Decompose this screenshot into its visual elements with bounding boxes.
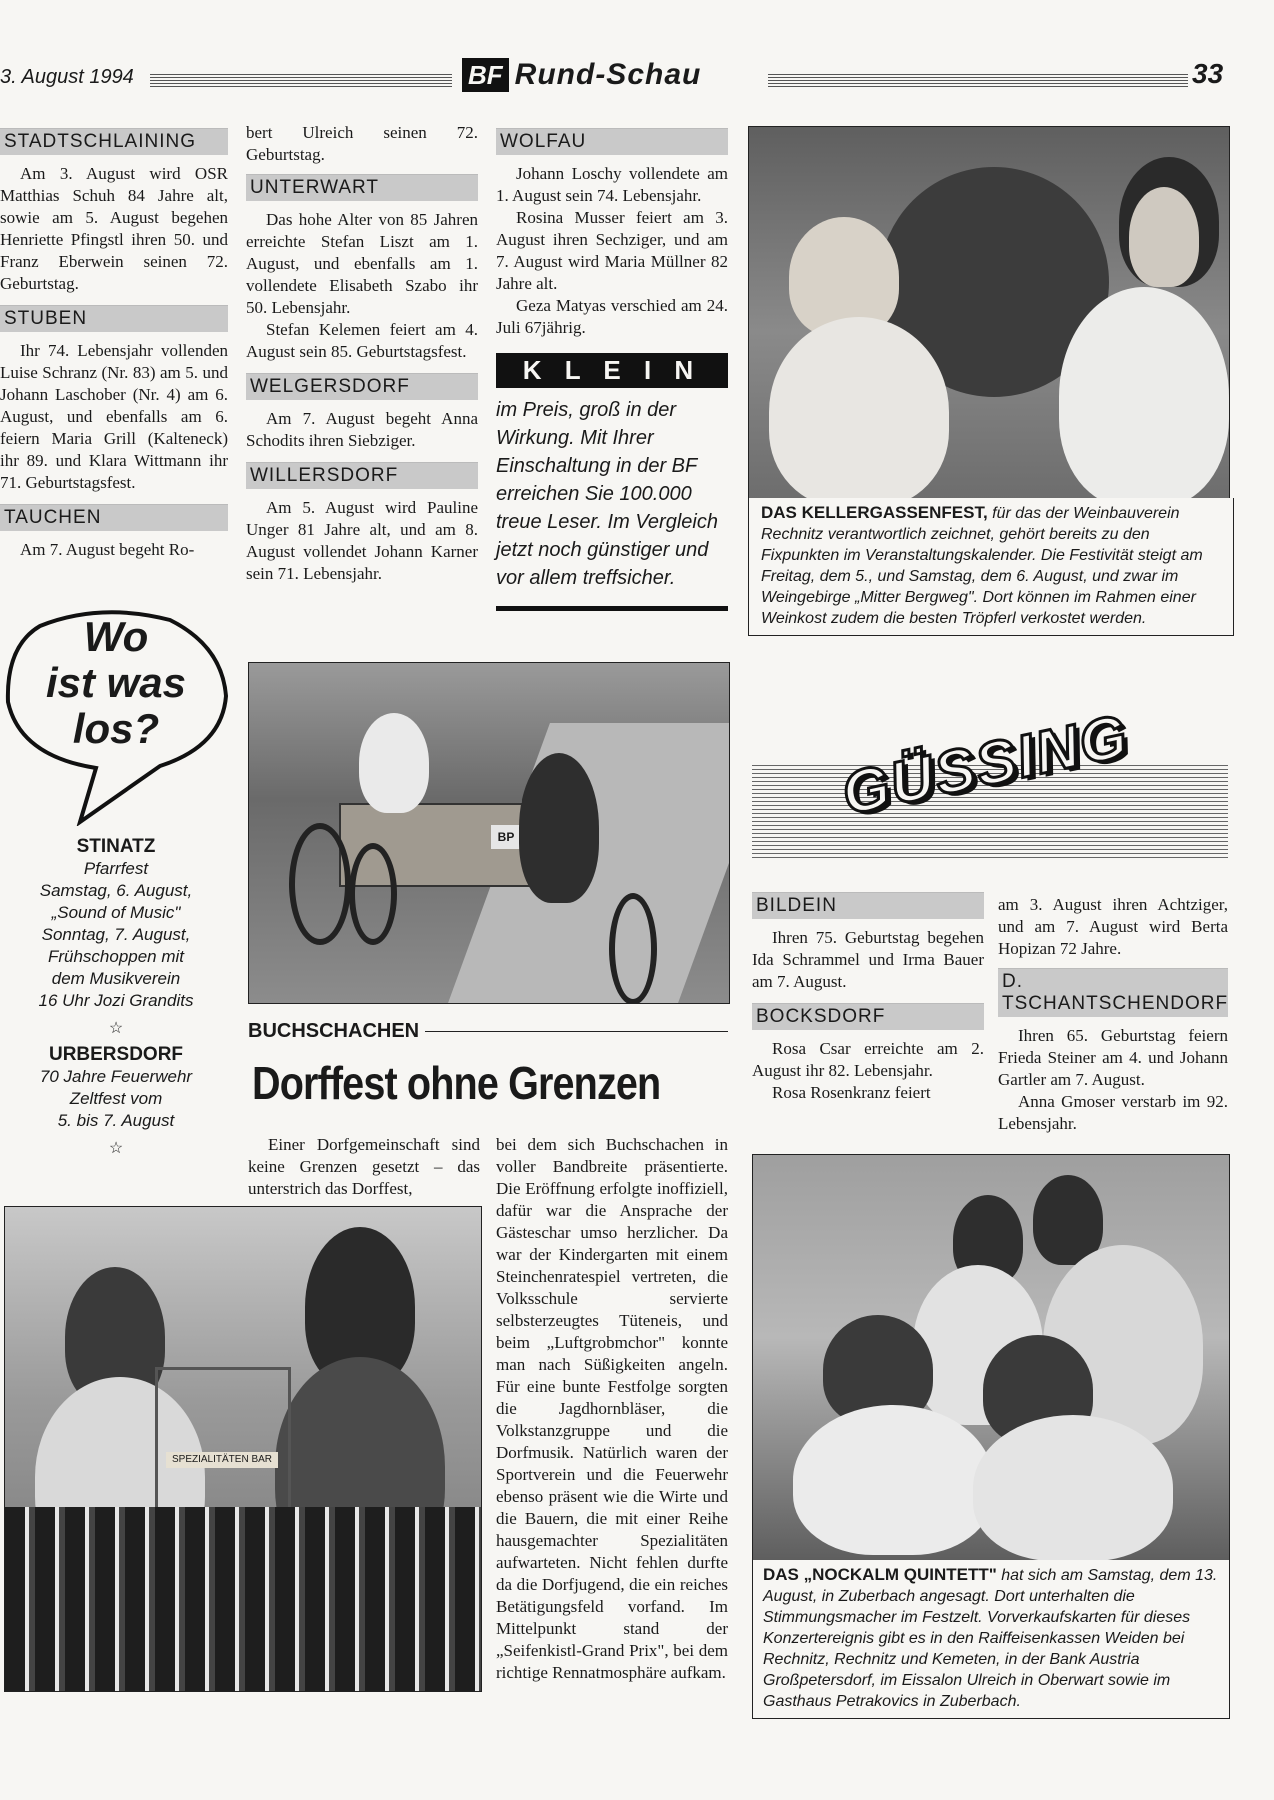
bottles-photo (4, 1206, 482, 1692)
guessing-banner: GÜSSING (836, 701, 1135, 828)
heading-stuben: STUBEN (0, 305, 228, 332)
column-2 (246, 122, 478, 585)
heading-willersdorf: WILLERSDORF (246, 462, 478, 489)
klein-banner: K L E I N (496, 353, 728, 388)
column-1 (0, 128, 228, 561)
text-wolfau: Johann Loschy vollendete am 1. August sein 74. Lebensjahr. Rosina Musser feiert am 3. August ihren Sechziger, und am 7. August wird Maria Müllner 82 Jahre alt. Geza Matyas verschied am 24. Juli 67jährig. (496, 164, 728, 337)
kellergasse-photo (748, 126, 1230, 500)
cart-wheel (289, 823, 351, 945)
text-bildein: Ihren 75. Geburtstag begehen Ida Schrammel und Irma Bauer am 7. August. (752, 928, 984, 991)
kellergasse-caption-title: DAS KELLERGASSENFEST, (761, 503, 988, 522)
nockalm-caption-title: DAS „NOCKALM QUINTETT" (763, 1565, 997, 1584)
soapbox-photo (248, 662, 730, 1004)
text-stadtschlaining: Am 3. August wird OSR Matthias Schuh 84 Jahre alt, sowie am 5. August begehen Henriette Pfingstl ihren 50. und Franz Eberwein seinen 72. Geburtstag. (0, 164, 228, 293)
logo-badge: BF (462, 58, 509, 92)
events-list (10, 836, 222, 1158)
text-unterwart: Das hohe Alter von 85 Jahren erreichte Stefan Liszt am 1. August, und ebenfalls am 1. vollendete Elisabeth Szabo ihr 50. Lebensjahr. Stefan Kelemen feiert am 4. August sein 85. Geburtstagsfest. (246, 210, 478, 361)
issue-date: 3. August 1994 (0, 66, 134, 88)
header-rule-left (150, 73, 452, 87)
heading-wolfau: WOLFAU (496, 128, 728, 155)
masthead-logo (462, 58, 701, 92)
star-divider: ☆ (108, 1020, 124, 1037)
event-urbersdorf-details: 70 Jahre Feuerwehr Zeltfest vom 5. bis 7. August (39, 1067, 193, 1130)
text-continued: bert Ulreich seinen 72. Geburtstag. (246, 123, 478, 164)
bubble-line-2: ist was (45, 659, 187, 706)
text-dtschantschendorf: Ihren 65. Geburtstag feiern Frieda Steiner am 4. und Johann Gartler am 7. August. Anna Gmoser verstarb im 92. Lebensjahr. (998, 1026, 1228, 1133)
header-rule-right (768, 73, 1188, 87)
kellergasse-caption-text: für das der Weinbauverein Rechnitz verantwortlich zeichnet, gehört bereits zu den Fixpunkten im Veranstaltungskalender. Die Festivität steigt am Freitag, dem 5., und Samstag, dem 6. August, und zwar im Weingebirge „Mitter Bergweg". Dort können im Rahmen einer Weinkost zudem die besten Tröpferl verkostet werden. (761, 505, 1203, 627)
event-stinatz-details: Pfarrfest Samstag, 6. August, „Sound of Music" Sonntag, 7. August, Frühschoppen mit dem Musikverein 16 Uhr Jozi Grandits (38, 859, 194, 1010)
speech-bubble (0, 606, 232, 826)
article-lead: Einer Dorfgemeinschaft sind keine Grenzen gesetzt – das unterstrich das Dorffest, (248, 1135, 480, 1198)
article-kicker (248, 1020, 728, 1043)
heading-welgersdorf: WELGERSDORF (246, 373, 478, 400)
text-stuben: Ihr 74. Lebensjahr vollenden Luise Schranz (Nr. 83) am 5. und Johann Laschober (Nr. 4) am 6. August, und ebenfalls am 6. feiern Maria Grill (Kalteneck) ihr 89. und Klara Wittmann ihr 71. Geburtstagsfest. (0, 341, 228, 492)
heading-tauchen: TAUCHEN (0, 504, 228, 531)
nockalm-caption (752, 1560, 1230, 1719)
klein-ad-text: im Preis, groß in der Wirkung. Mit Ihrer Einschaltung in der BF erreichen Sie 100.000 treue Leser. Im Vergleich jetzt noch günstiger und vor allem treffsicher. (496, 399, 718, 589)
display-rack (155, 1367, 291, 1513)
star-divider: ☆ (108, 1140, 124, 1157)
klein-ad-rule (496, 606, 728, 611)
kellergasse-caption (748, 498, 1234, 636)
cart-wheel (609, 893, 657, 1004)
cart-badge: BP (491, 825, 521, 849)
cart-wheel (349, 843, 397, 945)
heading-bildein: BILDEIN (752, 892, 984, 919)
text-willersdorf: Am 5. August wird Pauline Unger 81 Jahre alt, und am 8. August vollendet Johann Karner sein 71. Lebensjahr. (246, 498, 478, 583)
article-headline: Dorffest ohne Grenzen (252, 1057, 661, 1109)
column-3 (496, 128, 728, 611)
article-body: bei dem sich Buchschachen in voller Bandbreite präsentierte. Die Eröffnung erfolgte inoffiziell, dafür war die Ansprache der Gästeschar umso herzlicher. Da war der Kindergarten mit einem Steinchenratespiel vertreten, die Volksschule servierte selbsterzeugtes Tüteneis, und beim „Luftgrobmchor" konnte man nach Süßigkeiten angeln. Für eine bunte Festfolge sorgten die Jagdhornbläser, die Volkstanzgruppe und die Dorfmusik. Natürlich waren der Sportverein und die Feuerwehr ebenso präsent wie die Wirte und die Bauern, die mit einer Reihe hausgemachter Spezialitäten aufwarteten. Nicht fehlen durfte da die Dorfjugend, die ein reiches Betätigungsfeld vorfand. Im Mittelpunkt stand der „Seifenkistl-Grand Prix", bei dem richtige Rennatmosphäre aufkam. (496, 1135, 728, 1682)
guessing-col-1 (752, 892, 984, 1104)
heading-stadtschlaining: STADTSCHLAINING (0, 128, 228, 155)
heading-unterwart: UNTERWART (246, 174, 478, 201)
nockalm-caption-text: hat sich am Samstag, dem 13. August, in Zuberbach angesagt. Dort unterhalten die Stimmungsmacher im Festzelt. Vorverkaufskarten für dieses Konzertereignis gibt es in den Raiffeisenkassen Weiden bei Rechnitz, Rechnitz und Kemeten, in der Bank Austria Großpetersdorf, im Eissalon Ulreich in Oberwart sowie im Gasthaus Petrakovics in Zuberbach. (763, 1567, 1218, 1710)
kicker-text: BUCHSCHACHEN (248, 1020, 420, 1042)
text-continued-guessing: am 3. August ihren Achtziger, und am 7. August wird Berta Hopizan 72 Jahre. (998, 895, 1228, 958)
guessing-col-2 (998, 894, 1228, 1135)
bubble-line-3: los? (72, 705, 160, 752)
heading-dtschantschendorf: D. TSCHANTSCHENDORF (998, 968, 1228, 1017)
bottle-row (5, 1507, 481, 1691)
nockalm-photo (752, 1154, 1230, 1562)
logo-text: Rund-Schau (514, 58, 702, 91)
text-bocksdorf: Rosa Csar erreichte am 2. August ihr 82. Lebensjahr. Rosa Rosenkranz feiert (752, 1039, 984, 1102)
text-welgersdorf: Am 7. August begeht Anna Schodits ihren Siebziger. (246, 409, 478, 450)
event-stinatz-heading: STINATZ (76, 836, 156, 857)
heading-bocksdorf: BOCKSDORF (752, 1003, 984, 1030)
text-tauchen: Am 7. August begeht Ro- (20, 540, 195, 559)
event-urbersdorf-heading: URBERSDORF (48, 1044, 184, 1065)
rack-label: SPEZIALITÄTEN BAR (166, 1452, 278, 1468)
page-number: 33 (1192, 58, 1224, 89)
kicker-rule (425, 1031, 728, 1032)
bubble-line-1: Wo (83, 613, 149, 660)
